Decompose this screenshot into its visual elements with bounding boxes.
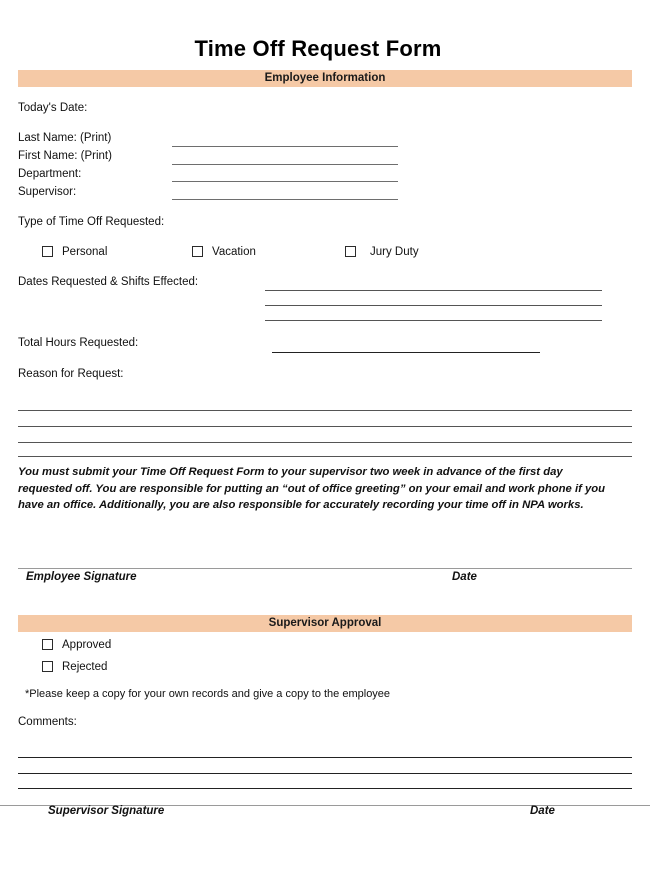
supervisor-input-line[interactable]: [172, 199, 398, 200]
reason-input-line-2[interactable]: [18, 426, 632, 427]
supervisor-signature-date-caption: Date: [530, 805, 555, 817]
todays-date-label: Today's Date:: [18, 102, 88, 114]
comments-input-line-2[interactable]: [18, 773, 632, 774]
checkbox-personal[interactable]: [42, 246, 53, 257]
department-input-line[interactable]: [172, 181, 398, 182]
checkbox-approved-label: Approved: [62, 639, 112, 651]
reason-input-line-4[interactable]: [18, 456, 632, 457]
reason-input-line-1[interactable]: [18, 410, 632, 411]
submission-notice-text: You must submit your Time Off Request Form to your supervisor two week in advance of the first day requested off. You are responsible for putting an “out of office greeting” on your email and work phone if you have an office. Additionally, you are also responsible for accurately recording your time off in NPA works.: [18, 466, 606, 511]
reason-for-request-label: Reason for Request:: [18, 368, 124, 380]
supervisor-signature-caption: Supervisor Signature: [48, 805, 165, 817]
dates-requested-input-line-2[interactable]: [265, 305, 602, 306]
checkbox-approved[interactable]: [42, 639, 53, 650]
checkbox-rejected-label: Rejected: [62, 661, 108, 673]
reason-input-line-3[interactable]: [18, 442, 632, 443]
first-name-label: First Name: (Print): [18, 150, 112, 162]
section-header-supervisor-approval: Supervisor Approval: [18, 615, 632, 632]
employee-signature-line[interactable]: [18, 568, 632, 569]
dates-requested-input-line-3[interactable]: [265, 320, 602, 321]
dates-requested-label: Dates Requested & Shifts Effected:: [18, 276, 199, 288]
supervisor-label: Supervisor:: [18, 186, 77, 198]
first-name-input-line[interactable]: [172, 164, 398, 165]
comments-input-line-1[interactable]: [18, 757, 632, 758]
supervisor-copy-note: *Please keep a copy for your own records and give a copy to the employee: [25, 688, 391, 700]
employee-signature-date-caption: Date: [452, 571, 477, 583]
last-name-input-line[interactable]: [172, 146, 398, 147]
last-name-label: Last Name: (Print): [18, 132, 112, 144]
employee-signature-caption: Employee Signature: [26, 571, 137, 583]
section-header-employee-information: Employee Information: [18, 70, 632, 87]
checkbox-personal-label: Personal: [62, 246, 108, 258]
department-label: Department:: [18, 168, 82, 180]
comments-input-line-3[interactable]: [18, 788, 632, 789]
dates-requested-input-line-1[interactable]: [265, 290, 602, 291]
type-of-time-off-label: Type of Time Off Requested:: [18, 216, 165, 228]
checkbox-rejected[interactable]: [42, 661, 53, 672]
page-title: Time Off Request Form: [194, 36, 442, 61]
comments-label: Comments:: [18, 716, 77, 728]
total-hours-input-line[interactable]: [272, 352, 540, 353]
checkbox-vacation[interactable]: [192, 246, 203, 257]
checkbox-jury-duty-label: Jury Duty: [370, 246, 419, 258]
checkbox-jury-duty[interactable]: [345, 246, 356, 257]
total-hours-label: Total Hours Requested:: [18, 337, 139, 349]
checkbox-vacation-label: Vacation: [212, 246, 256, 258]
